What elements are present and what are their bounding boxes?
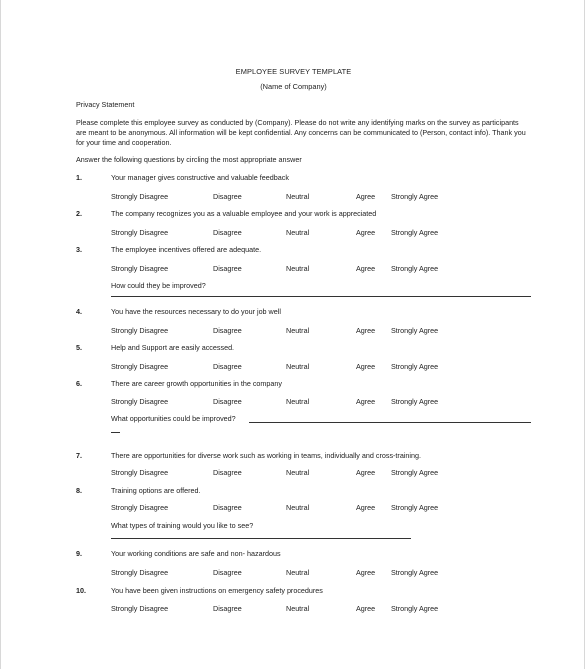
option-disagree[interactable]: Disagree xyxy=(213,264,242,273)
option-neutral[interactable]: Neutral xyxy=(286,397,310,406)
option-strongly-agree[interactable]: Strongly Agree xyxy=(391,228,439,237)
option-neutral[interactable]: Neutral xyxy=(286,192,310,201)
option-agree[interactable]: Agree xyxy=(356,192,376,201)
option-disagree[interactable]: Disagree xyxy=(213,228,242,237)
question-number: 4. xyxy=(76,307,82,316)
option-disagree[interactable]: Disagree xyxy=(213,503,242,512)
document-title: EMPLOYEE SURVEY TEMPLATE xyxy=(235,67,352,76)
option-disagree[interactable]: Disagree xyxy=(213,568,242,577)
option-strongly-agree[interactable]: Strongly Agree xyxy=(391,397,439,406)
option-disagree[interactable]: Disagree xyxy=(213,397,242,406)
question-text: The company recognizes you as a valuable employee and your work is appreciated xyxy=(111,209,377,218)
option-disagree[interactable]: Disagree xyxy=(213,192,242,201)
answer-line[interactable] xyxy=(111,296,531,297)
option-strongly-disagree[interactable]: Strongly Disagree xyxy=(111,604,169,613)
question-text: Your manager gives constructive and valuable feedback xyxy=(111,173,289,182)
option-agree[interactable]: Agree xyxy=(356,568,376,577)
option-agree[interactable]: Agree xyxy=(356,503,376,512)
option-neutral[interactable]: Neutral xyxy=(286,362,310,371)
option-strongly-agree[interactable]: Strongly Agree xyxy=(391,568,439,577)
option-neutral[interactable]: Neutral xyxy=(286,468,310,477)
option-agree[interactable]: Agree xyxy=(356,326,376,335)
option-agree[interactable]: Agree xyxy=(356,604,376,613)
answer-line[interactable] xyxy=(111,538,411,539)
option-strongly-agree[interactable]: Strongly Agree xyxy=(391,503,439,512)
answer-line[interactable] xyxy=(249,422,531,423)
question-number: 9. xyxy=(76,549,82,558)
option-strongly-agree[interactable]: Strongly Agree xyxy=(391,192,439,201)
option-strongly-disagree[interactable]: Strongly Disagree xyxy=(111,468,169,477)
question-text: Training options are offered. xyxy=(111,486,201,495)
option-strongly-agree[interactable]: Strongly Agree xyxy=(391,362,439,371)
question-text: There are opportunities for diverse work such as working in teams, individually and cross-training. xyxy=(111,451,422,460)
option-neutral[interactable]: Neutral xyxy=(286,604,310,613)
question-number: 6. xyxy=(76,379,82,388)
option-neutral[interactable]: Neutral xyxy=(286,568,310,577)
option-disagree[interactable]: Disagree xyxy=(213,326,242,335)
followup-question: What types of training would you like to see? xyxy=(111,521,254,530)
option-agree[interactable]: Agree xyxy=(356,264,376,273)
option-neutral[interactable]: Neutral xyxy=(286,264,310,273)
question-number: 3. xyxy=(76,245,82,254)
option-neutral[interactable]: Neutral xyxy=(286,228,310,237)
question-number: 1. xyxy=(76,173,82,182)
answer-line-continuation[interactable] xyxy=(111,432,120,433)
option-neutral[interactable]: Neutral xyxy=(286,503,310,512)
option-strongly-disagree[interactable]: Strongly Disagree xyxy=(111,264,169,273)
question-text: Help and Support are easily accessed. xyxy=(111,343,235,352)
option-strongly-disagree[interactable]: Strongly Disagree xyxy=(111,397,169,406)
question-text: You have the resources necessary to do your job well xyxy=(111,307,281,316)
question-number: 8. xyxy=(76,486,82,495)
option-disagree[interactable]: Disagree xyxy=(213,468,242,477)
option-agree[interactable]: Agree xyxy=(356,468,376,477)
option-strongly-disagree[interactable]: Strongly Disagree xyxy=(111,503,169,512)
question-number: 7. xyxy=(76,451,82,460)
option-agree[interactable]: Agree xyxy=(356,228,376,237)
privacy-statement: Please complete this employee survey as conducted by (Company). Please do not write any identifying marks on the survey as participants are meant to be anonymous. All information will be kept confidential. Any concerns can be communicated to (Person, contact info). Thank you for your time and cooperation. xyxy=(76,118,526,148)
option-strongly-disagree[interactable]: Strongly Disagree xyxy=(111,228,169,237)
option-strongly-disagree[interactable]: Strongly Disagree xyxy=(111,326,169,335)
option-agree[interactable]: Agree xyxy=(356,397,376,406)
option-strongly-disagree[interactable]: Strongly Disagree xyxy=(111,362,169,371)
followup-question: What opportunities could be improved? xyxy=(111,414,236,423)
option-agree[interactable]: Agree xyxy=(356,362,376,371)
followup-question: How could they be improved? xyxy=(111,281,206,290)
question-text: You have been given instructions on emergency safety procedures xyxy=(111,586,323,595)
option-strongly-disagree[interactable]: Strongly Disagree xyxy=(111,192,169,201)
option-strongly-agree[interactable]: Strongly Agree xyxy=(391,468,439,477)
question-number: 2. xyxy=(76,209,82,218)
option-strongly-agree[interactable]: Strongly Agree xyxy=(391,604,439,613)
question-text: Your working conditions are safe and non- hazardous xyxy=(111,549,281,558)
question-text: The employee incentives offered are adequate. xyxy=(111,245,262,254)
option-strongly-agree[interactable]: Strongly Agree xyxy=(391,264,439,273)
option-disagree[interactable]: Disagree xyxy=(213,604,242,613)
option-disagree[interactable]: Disagree xyxy=(213,362,242,371)
question-number: 5. xyxy=(76,343,82,352)
question-text: There are career growth opportunities in the company xyxy=(111,379,282,388)
option-strongly-disagree[interactable]: Strongly Disagree xyxy=(111,568,169,577)
option-neutral[interactable]: Neutral xyxy=(286,326,310,335)
privacy-heading: Privacy Statement xyxy=(76,100,135,109)
option-strongly-agree[interactable]: Strongly Agree xyxy=(391,326,439,335)
company-name-placeholder: (Name of Company) xyxy=(260,82,327,91)
survey-instructions: Answer the following questions by circling the most appropriate answer xyxy=(76,155,302,164)
question-number: 10. xyxy=(76,586,86,595)
